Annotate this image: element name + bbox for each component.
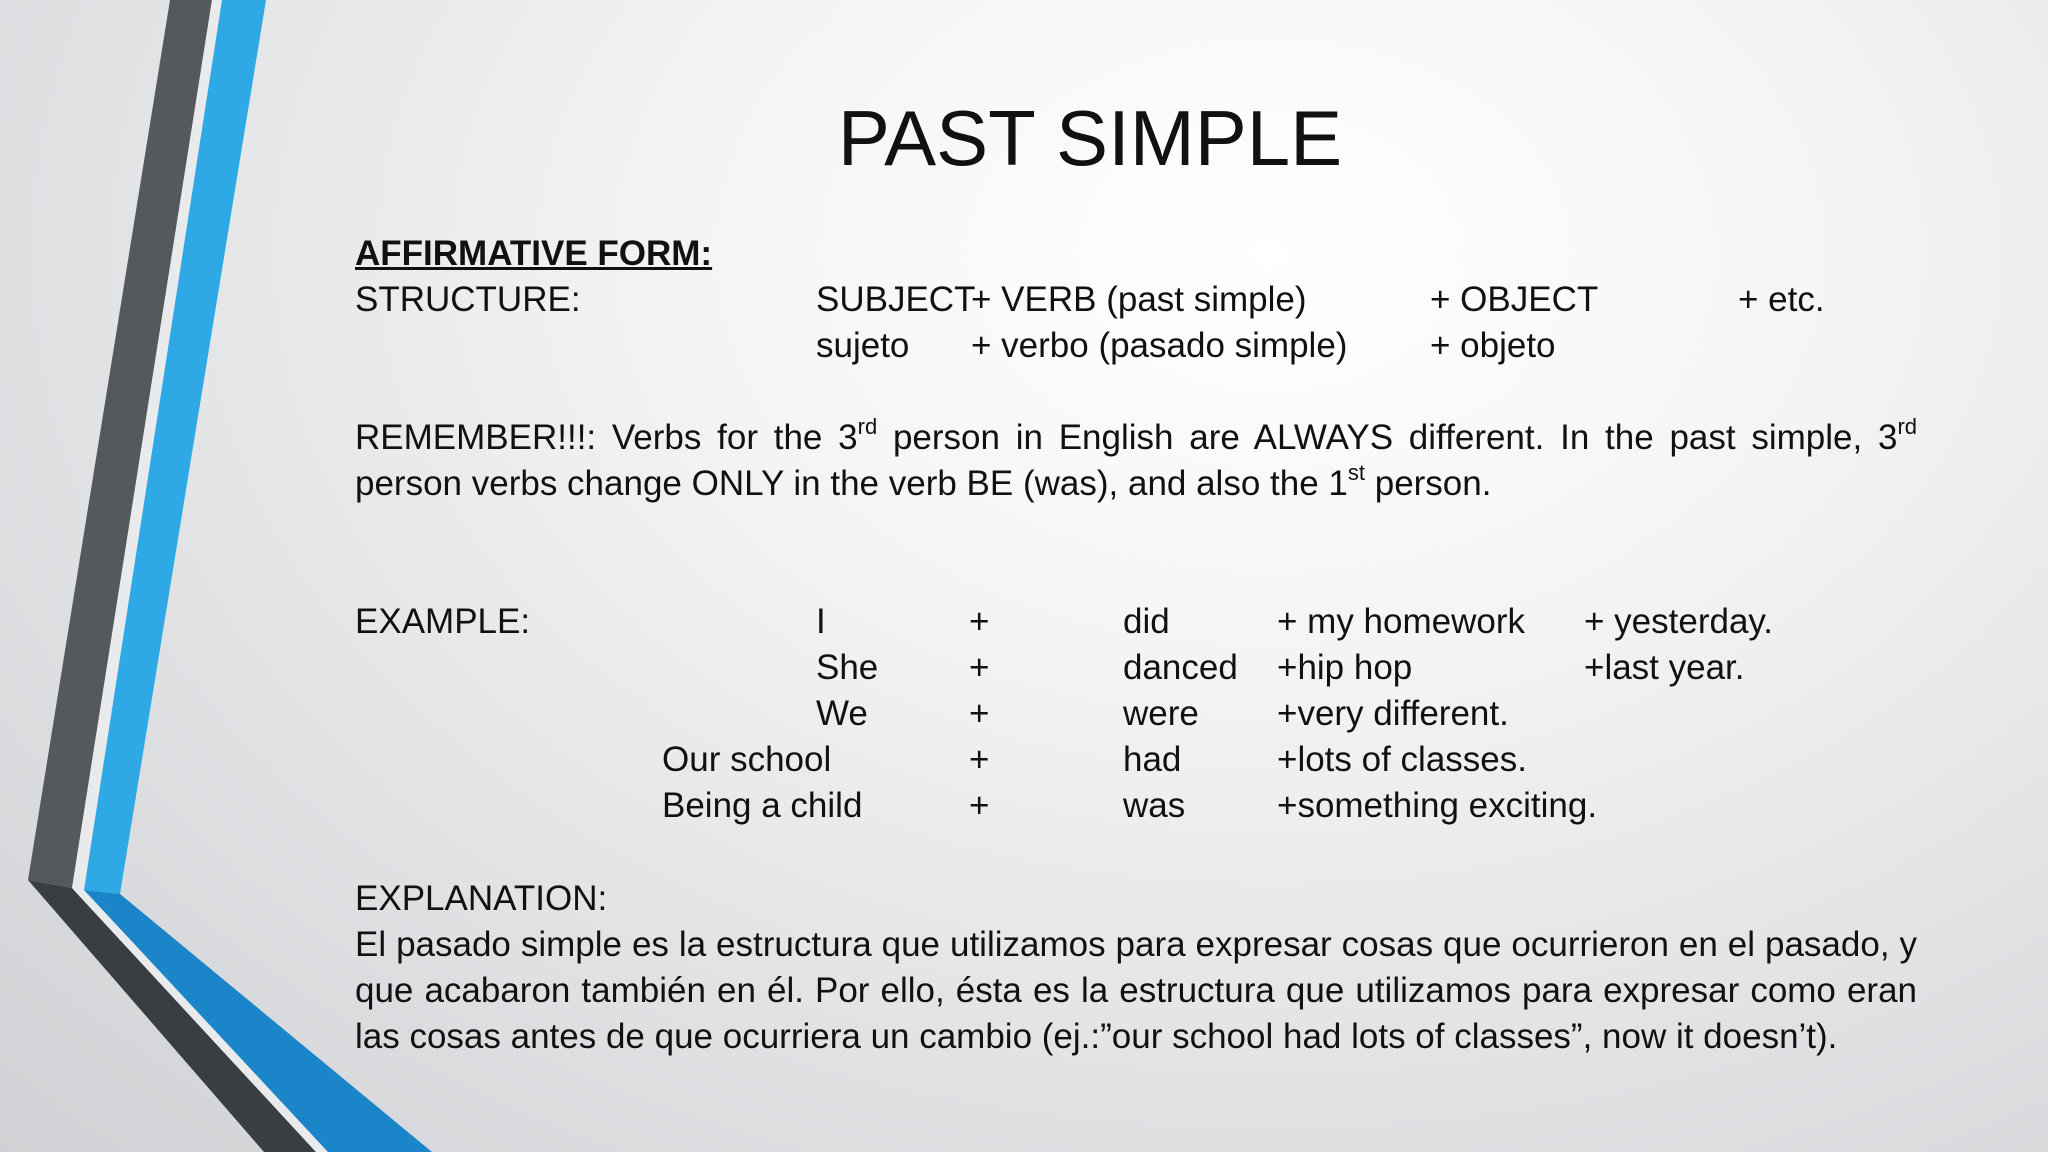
explanation-label: EXPLANATION: (355, 879, 608, 918)
example-object: +lots of classes. (1277, 740, 1527, 779)
structure-label: STRUCTURE: (355, 280, 581, 319)
structure-objeto: + objeto (1430, 326, 1556, 365)
example-object: +hip hop (1277, 648, 1413, 687)
example-verb: had (1123, 740, 1182, 779)
remember-sup-1: rd (857, 414, 878, 440)
example-verb: were (1123, 694, 1199, 733)
example-plus: + (969, 786, 990, 825)
example-subject: We (816, 694, 868, 733)
example-verb: danced (1123, 648, 1238, 687)
example-subject: Our school (662, 740, 832, 779)
remember-sup-3: st (1347, 460, 1365, 486)
explanation-text: El pasado simple es la estructura que utilizamos para expresar cosas que ocurrieron en el pasado, y que acabaron también en él. Por ello, ésta es la estructura que utilizamos para expresar como eran las cosas antes de que ocurriera un cambio (ej.:”our school had lots of classes”, now it doesn’t). (355, 925, 1917, 1056)
structure-verbo: + verbo (pasado simple) (971, 326, 1348, 365)
example-plus: + (969, 694, 990, 733)
example-label: EXAMPLE: (355, 602, 531, 641)
remember-text-1: REMEMBER!!!: Verbs for the 3 (355, 418, 858, 457)
structure-verb: + VERB (past simple) (971, 280, 1307, 319)
stripe-dark-lower (28, 880, 316, 1152)
example-object: +very different. (1277, 694, 1509, 733)
example-subject: Being a child (662, 786, 863, 825)
example-plus: + (969, 648, 990, 687)
slide-title: PAST SIMPLE (837, 94, 1343, 182)
structure-object: + OBJECT (1430, 280, 1599, 319)
structure-sujeto: sujeto (816, 326, 910, 365)
example-plus: + (969, 602, 990, 641)
example-verb: did (1123, 602, 1170, 641)
remember-note (355, 415, 1917, 507)
structure-subject: SUBJECT (816, 280, 976, 319)
example-object: + my homework (1277, 602, 1525, 641)
example-subject: I (816, 602, 826, 641)
example-subject: She (816, 648, 879, 687)
example-extra: +last year. (1584, 648, 1745, 687)
example-verb: was (1123, 786, 1186, 825)
example-plus: + (969, 740, 990, 779)
stripe-white-gap-lower (72, 888, 328, 1152)
example-object: +something exciting. (1277, 786, 1598, 825)
structure-etc: + etc. (1738, 280, 1825, 319)
remember-sup-2: rd (1897, 414, 1917, 440)
example-extra: + yesterday. (1584, 602, 1774, 641)
remember-text-3: person verbs change ONLY in the verb BE (was), and also the 1 (355, 464, 1348, 503)
remember-text-2: person in English are ALWAYS different. In the past simple, 3 (877, 418, 1898, 457)
affirmative-heading: AFFIRMATIVE FORM: (355, 234, 713, 273)
remember-text-4: person. (1365, 464, 1492, 503)
